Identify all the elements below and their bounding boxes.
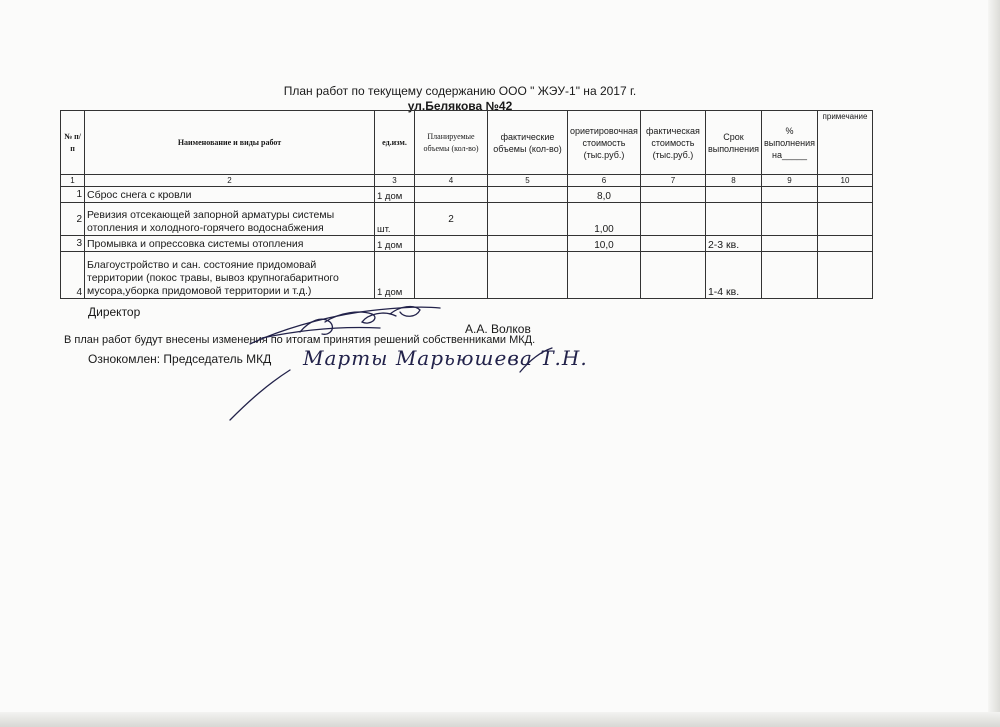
row-planned: 2 — [415, 203, 488, 236]
row-unit: 1 дом — [375, 236, 415, 252]
scan-border — [0, 712, 1000, 727]
col-number: 6 — [568, 175, 641, 187]
row-name: Ревизия отсекающей запорной арматуры системы отопления и холодного-горячего водоснабжения — [85, 203, 375, 236]
header-term: Срок выполнения — [705, 111, 761, 175]
col-number: 10 — [818, 175, 873, 187]
row-est-cost: 8,0 — [568, 187, 641, 203]
col-number: 7 — [640, 175, 705, 187]
header-planned: Планируемые объемы (кол-во) — [415, 111, 488, 175]
row-unit: 1 дом — [375, 252, 415, 299]
header-percent: % выполнения на_____ — [761, 111, 817, 175]
col-number: 8 — [705, 175, 761, 187]
row-unit: шт. — [375, 203, 415, 236]
header-unit: ед.изм. — [375, 111, 415, 175]
row-num: 2 — [61, 203, 85, 236]
header-num: № п/п — [61, 111, 85, 175]
header-est-cost: ориетировочная стоимость (тыс.руб.) — [568, 111, 641, 175]
row-name: Сброс снега с кровли — [85, 187, 375, 203]
acknowledgement-label: Ознокомлен: Председатель МКД — [88, 352, 272, 366]
director-name: А.А. Волков — [465, 322, 531, 336]
col-number: 3 — [375, 175, 415, 187]
row-est-cost: 10,0 — [568, 236, 641, 252]
row-est-cost: 1,00 — [568, 203, 641, 236]
col-number: 4 — [415, 175, 488, 187]
handwritten-signature-text: Марты Марьюшева Т.Н. — [303, 346, 588, 370]
row-num: 3 — [61, 236, 85, 252]
row-num: 1 — [61, 187, 85, 203]
header-note: примечание — [818, 111, 873, 175]
document-title: План работ по текущему содержанию ООО " ЖЭУ-1" на 2017 г. — [283, 84, 637, 98]
changes-note: В план работ будут внесены изменения по итогам принятия решений собственниками МКД. — [64, 334, 536, 346]
director-label: Директор — [88, 305, 141, 319]
row-name: Благоустройство и сан. состояние придомовай территории (покос травы, вывоз крупногабаритного мусора,уборка придомовой территории и т.д.) — [85, 252, 375, 299]
header-name: Наименование и виды работ — [85, 111, 375, 175]
row-term: 2-3 кв. — [705, 236, 761, 252]
address-heading: ул.Белякова №42 — [407, 99, 513, 113]
col-number: 2 — [85, 175, 375, 187]
row-name: Промывка и опрессовка системы отопления — [85, 236, 375, 252]
row-term: 1-4 кв. — [705, 252, 761, 299]
col-number: 1 — [61, 175, 85, 187]
row-unit: 1 дом — [375, 187, 415, 203]
header-actual-volume: фактические объемы (кол-во) — [488, 111, 568, 175]
col-number: 9 — [761, 175, 817, 187]
header-actual-cost: фактическая стоимость (тыс.руб.) — [640, 111, 705, 175]
col-number: 5 — [488, 175, 568, 187]
row-num: 4 — [61, 252, 85, 299]
